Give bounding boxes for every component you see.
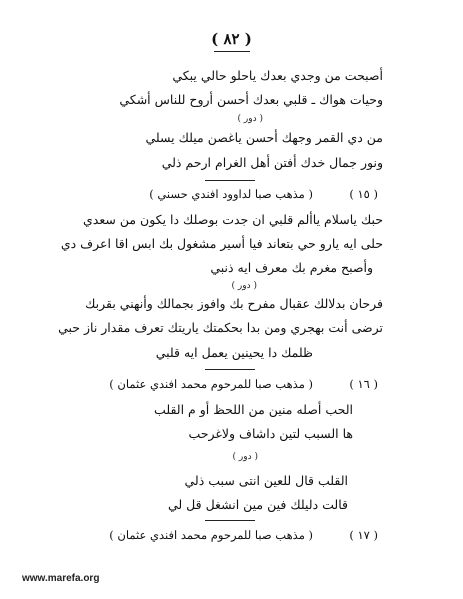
- section-16-number: ( ١٦ ): [349, 377, 378, 391]
- dawr-label: ( دور ): [232, 452, 258, 462]
- verse-line: ترضى أنت بهجري ومن بدا بحكمتك ياريتك تعرف مقدار ناز حبي: [58, 320, 383, 335]
- verse-line: وحيات هواك ـ قلبي بعدك أحسن أروح للناس أشكي: [119, 92, 383, 107]
- section-divider: [205, 520, 255, 521]
- verse-line: قالت دليلك فين مين انشغل قل لي: [167, 497, 348, 512]
- section-16-heading: ( مذهب صبا للمرحوم محمد افندي عثمان ): [109, 377, 313, 391]
- verse-line: ونور جمال خدك أفتن أهل الغرام ارحم ذلي: [161, 155, 383, 170]
- verse-line: ها السبب لتين داشاف ولاغرحب: [188, 426, 353, 441]
- page-number: ( ٨٢ ): [211, 30, 252, 48]
- verse-line: من دي القمر وجهك أحسن ياغصن ميلك يسلي: [145, 130, 383, 145]
- section-divider: [205, 180, 255, 181]
- section-17-number: ( ١٧ ): [349, 528, 378, 542]
- dawr-label: ( دور ): [231, 281, 257, 291]
- verse-line: أصبحت من وجدي بعدك ياحلو حالي يبكي: [172, 68, 383, 83]
- verse-line: الحب أصله منين من اللحظ أو م القلب: [154, 402, 353, 417]
- section-15-heading: ( مذهب صبا لداوود افندي حسني ): [149, 187, 313, 201]
- verse-line: حلى ايه يارو حي بتعاند فيا أسير مشغول بك ابس اقا اعرف دي: [60, 236, 383, 251]
- section-17-heading: ( مذهب صبا للمرحوم محمد افندي عثمان ): [109, 528, 313, 542]
- verse-line: ظلمك دا يحينين يعمل ايه قلبي: [155, 345, 313, 360]
- verse-line: حبك ياسلام ياألم قلبي ان جدت بوصلك دا يكون من سعدي: [83, 212, 383, 227]
- section-divider: [205, 369, 255, 370]
- page-number-underline: [214, 51, 250, 52]
- footer-url: www.marefa.org: [22, 573, 100, 584]
- section-15-number: ( ١٥ ): [349, 187, 378, 201]
- verse-line: وأصبح مغرم بك معرف ايه ذنبي: [210, 260, 373, 275]
- verse-line: القلب قال للعين انتى سبب ذلي: [184, 473, 348, 488]
- dawr-label: ( دور ): [237, 114, 263, 124]
- verse-line: فرحان بدلالك عقبال مفرح بك وافوز بجمالك وأنهني بقربك: [85, 296, 383, 311]
